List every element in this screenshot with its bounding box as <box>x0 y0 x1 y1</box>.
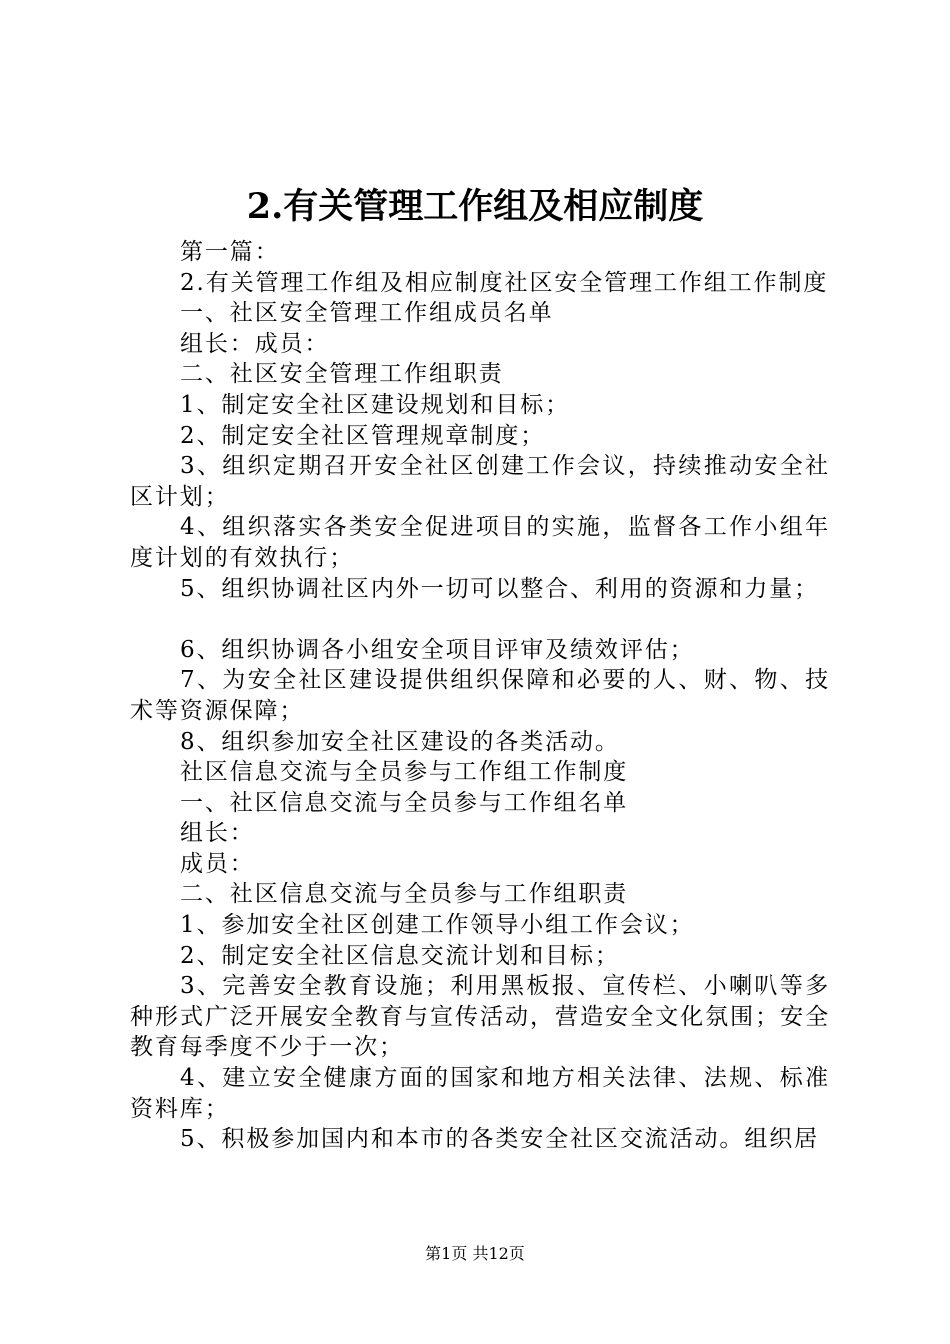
paragraph: 2、制定安全社区信息交流计划和目标； <box>180 942 620 969</box>
paragraph: 2、制定安全社区管理规章制度； <box>180 422 546 449</box>
paragraph: 4、组织落实各类安全促进项目的实施，监督各工作小组年度计划的有效执行； <box>130 514 830 571</box>
paragraph: 1、制定安全社区建设规划和目标； <box>180 391 571 418</box>
paragraph: 组长： <box>180 820 255 847</box>
paragraph: 一、社区安全管理工作组成员名单 <box>180 300 554 327</box>
paragraph: 4、建立安全健康方面的国家和地方相关法律、法规、标准资料库； <box>130 1065 830 1122</box>
paragraph: 二、社区安全管理工作组职责 <box>180 361 504 388</box>
paragraph: 第一篇： <box>180 239 280 265</box>
paragraph: 5、组织协调社区内外一切可以整合、利用的资源和力量； <box>180 575 820 602</box>
page-footer: 第1页 共12页 <box>425 1244 525 1263</box>
document-title: 2.有关管理工作组及相应制度 <box>246 186 704 227</box>
paragraph: 6、组织协调各小组安全项目评审及绩效评估； <box>180 636 695 663</box>
paragraph: 2.有关管理工作组及相应制度社区安全管理工作组工作制度 <box>180 269 829 296</box>
paragraph: 3、完善安全教育设施；利用黑板报、宣传栏、小喇叭等多种形式广泛开展安全教育与宣传活动，营造安全文化氛围；安全教育每季度不少于一次； <box>130 973 830 1061</box>
paragraph: 组长：成员： <box>180 330 330 357</box>
paragraph: 二、社区信息交流与全员参与工作组职责 <box>180 881 629 908</box>
blank-line <box>130 604 830 635</box>
paragraph: 一、社区信息交流与全员参与工作组名单 <box>180 789 629 816</box>
paragraph: 3、组织定期召开安全社区创建工作会议，持续推动安全社区计划； <box>130 453 830 510</box>
paragraph: 7、为安全社区建设提供组织保障和必要的人、财、物、技术等资源保障； <box>130 667 830 724</box>
document-body <box>130 237 830 1155</box>
paragraph: 8、组织参加安全社区建设的各类活动。 <box>180 728 620 755</box>
paragraph: 1、参加安全社区创建工作领导小组工作会议； <box>180 912 695 939</box>
paragraph: 社区信息交流与全员参与工作组工作制度 <box>180 759 629 786</box>
paragraph: 成员： <box>180 850 255 877</box>
paragraph: 5、积极参加国内和本市的各类安全社区交流活动。组织居 <box>180 1126 820 1153</box>
